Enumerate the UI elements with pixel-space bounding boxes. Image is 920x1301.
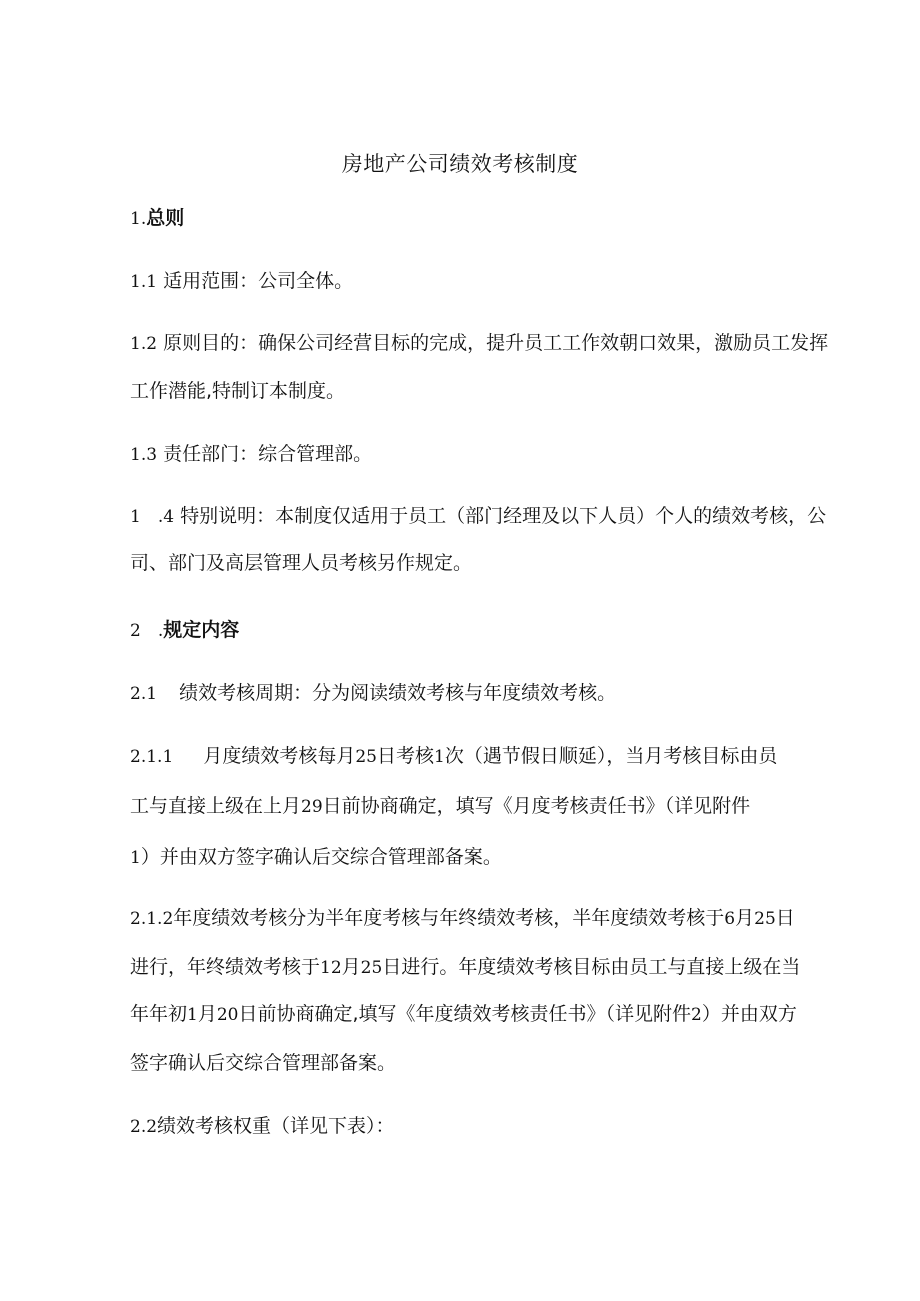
clause-2-1-2-line-3 — [130, 999, 797, 1026]
number: 29 — [301, 797, 323, 817]
clause-1-1 — [130, 266, 353, 293]
clause-2-1-2-line-4 — [130, 1048, 396, 1075]
clause-2-1-1-line-1 — [130, 741, 777, 768]
number: 25 — [355, 747, 377, 767]
number: 1 — [433, 747, 445, 767]
clause-number: 2.1.1 — [130, 747, 174, 767]
clause-text: 绩效考核周期：分为阅读绩效考核与年度绩效考核。 — [179, 682, 617, 704]
number: 6 — [724, 909, 736, 929]
clause-text: 月度绩效考核每月 — [203, 745, 356, 767]
clause-number: 1.1 — [130, 272, 158, 292]
number: 25 — [360, 958, 383, 978]
clause-number: 1.2 — [130, 334, 158, 354]
clause-text: 责任部门：综合管理部。 — [163, 443, 373, 465]
clause-text: 月 — [735, 907, 755, 929]
clause-1-2-line-1 — [130, 328, 828, 355]
clause-number: 1 .4 — [130, 507, 175, 527]
clause-2-1-1-line-3 — [130, 842, 502, 869]
clause-text: 日进行。年度绩效考核目标由员工与直接上级在当 — [382, 956, 801, 978]
clause-text: 工与直接上级在上月 — [130, 795, 302, 817]
clause-text: 月 — [197, 1003, 217, 1025]
clause-1-3 — [130, 439, 372, 466]
clause-number: 2.1 — [130, 684, 158, 704]
number: 25 — [754, 909, 776, 929]
clause-text: 日前协商确定，填写《月度考核责任书》（详见附件 — [322, 795, 751, 817]
clause-text: 次（遇节假日顺延），当月考核目标由员 — [444, 745, 778, 767]
clause-1-4-line-1 — [130, 501, 826, 528]
clause-text: 日前协商确定,填写《年度绩效考核责任书》（详见附件 — [238, 1003, 692, 1025]
clause-text: 年度绩效考核分为半年度考核与年终绩效考核，半年度绩效考核于 — [173, 907, 725, 929]
clause-1-2-line-2 — [130, 376, 345, 403]
clause-text: ）并由双方 — [701, 1003, 797, 1025]
clause-text: 日考核 — [376, 745, 434, 767]
clause-text: 签字确认后交综合管理部备案。 — [130, 1052, 397, 1074]
section-2-heading — [130, 615, 239, 642]
clause-text: ）并由双方签字确认后交综合管理部备案。 — [140, 846, 502, 868]
clause-text: 日 — [775, 907, 795, 929]
clause-text: 年年初 — [130, 1003, 188, 1025]
number: 2 — [691, 1005, 702, 1025]
clause-text: 进行，年终绩效考核于 — [130, 956, 321, 978]
clause-2-1-1-line-2 — [130, 791, 750, 818]
clause-text: 司、部门及高层管理人员考核另作规定。 — [130, 552, 473, 574]
clause-2-1-2-line-2 — [130, 952, 800, 979]
clause-number: 2.1.2 — [130, 909, 174, 929]
clause-text: 月 — [341, 956, 361, 978]
clause-2-1-2-line-1 — [130, 903, 795, 930]
number: 20 — [216, 1005, 239, 1025]
clause-2-1 — [130, 678, 616, 705]
clause-1-4-line-2 — [130, 548, 472, 575]
section-number: 2 . — [130, 621, 164, 641]
document-title: 房地产公司绩效考核制度 — [341, 152, 579, 176]
clause-text: 工作潜能,特制订本制度。 — [130, 380, 346, 402]
section-title: 规定内容 — [163, 619, 240, 641]
clause-text: 绩效考核权重（详见下表）： — [157, 1115, 395, 1137]
clause-text: 适用范围：公司全体。 — [163, 270, 354, 292]
number: 1 — [130, 848, 141, 868]
clause-text: 特别说明：本制度仅适用于员工（部门经理及以下人员）个人的绩效考核，公 — [180, 505, 827, 527]
clause-number: 1.3 — [130, 445, 158, 465]
section-1-heading — [130, 203, 184, 230]
number: 12 — [320, 958, 342, 978]
clause-2-2 — [130, 1111, 395, 1138]
section-title: 总则 — [146, 207, 185, 229]
section-number: 1. — [130, 209, 147, 229]
clause-number: 2.2 — [130, 1117, 158, 1137]
clause-text: 原则目的：确保公司经营目标的完成，提升员工工作效朝口效果，激励员工发挥 — [163, 332, 829, 354]
number: 1 — [187, 1005, 198, 1025]
